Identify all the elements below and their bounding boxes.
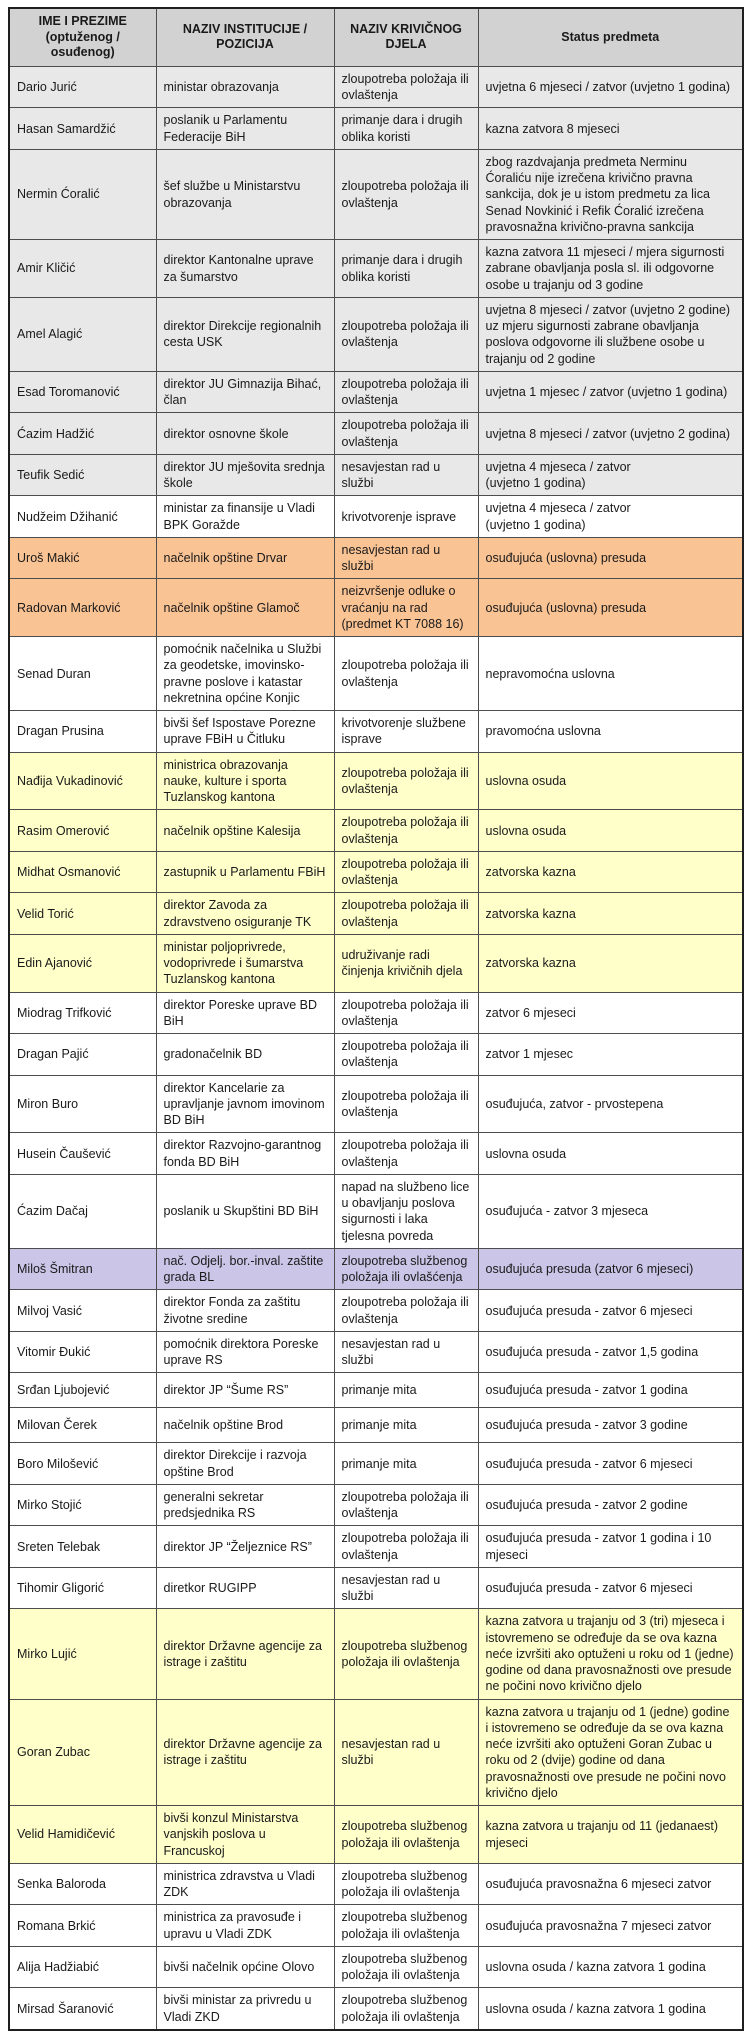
institution-cell: direktor Kantonalne uprave za šumarstvo [156,240,334,298]
table-row [9,1290,743,1332]
offense-cell: nesavjestan rad u službi [334,454,478,496]
institution-cell: direktor Državne agencije za istrage i zaštitu [156,1609,334,1699]
institution-cell: generalni sekretar predsjednika RS [156,1484,334,1526]
status-cell: uslovna osuda [478,752,743,810]
status-cell: osuđujuća presuda - zatvor 6 mjeseci [478,1290,743,1332]
offense-cell: krivotvorenje isprave [334,496,478,538]
table-row [9,1174,743,1248]
offense-cell: napad na službeno lice u obavljanju poslova sigurnosti i laka tjelesna povreda [334,1174,478,1248]
status-cell: uslovna osuda [478,1133,743,1175]
name-cell: Mirko Lujić [9,1609,156,1699]
name-cell: Nudžeim Džihanić [9,496,156,538]
status-cell: uvjetna 4 mjeseca / zatvor (uvjetno 1 godina) [478,454,743,496]
offense-cell: zloupotreba položaja ili ovlaštenja [334,1484,478,1526]
institution-cell: ministrica za pravosuđe i upravu u Vladi ZDK [156,1905,334,1947]
table-row [9,1443,743,1485]
institution-cell: direktor Kancelarie za upravljanje javnom imovinom BD BiH [156,1075,334,1133]
table-row [9,108,743,150]
institution-cell: načelnik opštine Kalesija [156,810,334,852]
offense-cell: zloupotreba položaja ili ovlaštenja [334,371,478,413]
name-cell: Nađija Vukadinović [9,752,156,810]
table-row [9,579,743,637]
offense-cell: udruživanje radi činjenja krivičnih djela [334,934,478,992]
offense-cell: zloupotreba položaja ili ovlaštenja [334,1034,478,1076]
status-cell: osuđujuća presuda - zatvor 3 godine [478,1408,743,1443]
status-cell: osuđujuća (uslovna) presuda [478,579,743,637]
status-cell: pravomoćna uslovna [478,711,743,753]
name-cell: Vitomir Đukić [9,1331,156,1373]
corruption-cases-table [8,7,744,2031]
table-row [9,1905,743,1947]
status-cell: zatvor 6 mjeseci [478,992,743,1034]
table-row [9,893,743,935]
status-cell: osuđujuća presuda - zatvor 1 godina i 10 mjeseci [478,1526,743,1568]
name-cell: Velid Hamidičević [9,1806,156,1864]
offense-cell: zloupotreba službenog položaja ili ovlaštenja [334,1609,478,1699]
name-cell: Dario Jurić [9,66,156,108]
table-row [9,1331,743,1373]
institution-cell: šef službe u Ministarstvu obrazovanja [156,149,334,239]
institution-cell: direktor Fonda za zaštitu životne sredine [156,1290,334,1332]
column-header-institution: NAZIV INSTITUCIJE / POZICIJA [156,8,334,66]
name-cell: Nermin Ćoralić [9,149,156,239]
name-cell: Goran Zubac [9,1699,156,1806]
table-row [9,496,743,538]
table-row [9,1248,743,1290]
table-row [9,992,743,1034]
offense-cell: zloupotreba službenog položaja ili ovlaštenja [334,1905,478,1947]
status-cell: osuđujuća presuda - zatvor 2 godine [478,1484,743,1526]
status-cell: uslovna osuda / kazna zatvora 1 godina [478,1946,743,1988]
name-cell: Amel Alagić [9,297,156,371]
name-cell: Uroš Makić [9,537,156,579]
status-cell: osuđujuća (uslovna) presuda [478,537,743,579]
offense-cell: zloupotreba položaja ili ovlaštenja [334,1290,478,1332]
offense-cell: zloupotreba položaja ili ovlaštenja [334,752,478,810]
status-cell: osuđujuća presuda - zatvor 6 mjeseci [478,1567,743,1609]
offense-cell: zloupotreba položaja ili ovlaštenja [334,1526,478,1568]
status-cell: osuđujuća presuda - zatvor 6 mjeseci [478,1443,743,1485]
status-cell: kazna zatvora u trajanju od 1 (jedne) godine i istovremeno se određuje da se ova kazna neće izvršiti ako optuženi Goran Zubac u roku od 2 (dvije) godine od dana pravosnažnosti ove presude ne počini novo krivično djelo [478,1699,743,1806]
table-row [9,1863,743,1905]
name-cell: Miodrag Trifković [9,992,156,1034]
name-cell: Miloš Šmitran [9,1248,156,1290]
offense-cell: nesavjestan rad u službi [334,537,478,579]
institution-cell: ministrica obrazovanja nauke, kulture i sporta Tuzlanskog kantona [156,752,334,810]
name-cell: Srđan Ljubojević [9,1373,156,1408]
status-cell: uvjetna 1 mjesec / zatvor (uvjetno 1 godina) [478,371,743,413]
table-row [9,1609,743,1699]
status-cell: uvjetna 8 mjeseci / zatvor (uvjetno 2 godina) [478,413,743,455]
status-cell: osuđujuća presuda - zatvor 1,5 godina [478,1331,743,1373]
table-row [9,1988,743,2030]
status-cell: osuđujuća presuda (zatvor 6 mjeseci) [478,1248,743,1290]
institution-cell: direktor Direkcije regionalnih cesta USK [156,297,334,371]
offense-cell: krivotvorenje službene isprave [334,711,478,753]
institution-cell: bivši načelnik općine Olovo [156,1946,334,1988]
status-cell: osuđujuća pravosnažna 6 mjeseci zatvor [478,1863,743,1905]
name-cell: Dragan Prusina [9,711,156,753]
offense-cell: primanje dara i drugih oblika koristi [334,108,478,150]
offense-cell: zloupotreba položaja ili ovlaštenja [334,149,478,239]
status-cell: kazna zatvora 11 mjeseci / mjera sigurnosti zabrane obavljanja posla sl. ili odgovorne osobe u trajanju od 3 godine [478,240,743,298]
offense-cell: primanje mita [334,1408,478,1443]
name-cell: Radovan Marković [9,579,156,637]
offense-cell: zloupotreba položaja ili ovlaštenja [334,66,478,108]
table-header [9,8,743,66]
status-cell: osuđujuća - zatvor 3 mjeseca [478,1174,743,1248]
status-cell: zatvorska kazna [478,851,743,893]
institution-cell: direktor osnovne škole [156,413,334,455]
status-cell: uslovna osuda [478,810,743,852]
offense-cell: nesavjestan rad u službi [334,1567,478,1609]
name-cell: Teufik Sedić [9,454,156,496]
institution-cell: pomoćnik direktora Poreske uprave RS [156,1331,334,1373]
status-cell: osuđujuća, zatvor - prvostepena [478,1075,743,1133]
name-cell: Senad Duran [9,637,156,711]
offense-cell: neizvršenje odluke o vraćanju na rad (predmet KT 7088 16) [334,579,478,637]
name-cell: Husein Čaušević [9,1133,156,1175]
institution-cell: ministar za finansije u Vladi BPK Goražde [156,496,334,538]
name-cell: Sreten Telebak [9,1526,156,1568]
institution-cell: direktor JP “Željeznice RS” [156,1526,334,1568]
header-row [9,8,743,66]
offense-cell: zloupotreba položaja ili ovlaštenja [334,1133,478,1175]
table-row [9,637,743,711]
institution-cell: zastupnik u Parlamentu FBiH [156,851,334,893]
table-row [9,149,743,239]
table-row [9,66,743,108]
table-row [9,371,743,413]
offense-cell: zloupotreba položaja ili ovlaštenja [334,810,478,852]
name-cell: Esad Toromanović [9,371,156,413]
name-cell: Mirsad Šaranović [9,1988,156,2030]
table-row [9,711,743,753]
table-row [9,297,743,371]
table-row [9,1806,743,1864]
institution-cell: poslanik u Parlamentu Federacije BiH [156,108,334,150]
name-cell: Ćazim Dačaj [9,1174,156,1248]
status-cell: zatvorska kazna [478,893,743,935]
status-cell: zatvorska kazna [478,934,743,992]
table-row [9,1699,743,1806]
name-cell: Edin Ajanović [9,934,156,992]
institution-cell: diretkor RUGIPP [156,1567,334,1609]
status-cell: uslovna osuda / kazna zatvora 1 godina [478,1988,743,2030]
offense-cell: zloupotreba položaja ili ovlaštenja [334,851,478,893]
offense-cell: zloupotreba položaja ili ovlaštenja [334,297,478,371]
status-cell: osuđujuća pravosnažna 7 mjeseci zatvor [478,1905,743,1947]
institution-cell: bivši konzul Ministarstva vanjskih poslova u Francuskoj [156,1806,334,1864]
offense-cell: zloupotreba službenog položaja ili ovlaštenja [334,1863,478,1905]
name-cell: Romana Brkić [9,1905,156,1947]
table-row [9,851,743,893]
status-cell: kazna zatvora 8 mjeseci [478,108,743,150]
table-row [9,454,743,496]
status-cell: kazna zatvora u trajanju od 3 (tri) mjeseca i istovremeno se određuje da se ova kazna neće izvršiti ako optuženi u roku od 1 (jedne) godine od dana pravosnažnosti ove presude ne počini novo krivično djelo [478,1609,743,1699]
status-cell: kazna zatvora u trajanju od 11 (jedanaest) mjeseci [478,1806,743,1864]
institution-cell: direktor Zavoda za zdravstveno osiguranje TK [156,893,334,935]
offense-cell: zloupotreba službenog položaja ili ovlaštenja [334,1806,478,1864]
table-row [9,1567,743,1609]
table-row [9,1373,743,1408]
institution-cell: direktor JU mješovita srednja škole [156,454,334,496]
institution-cell: direktor Razvojno-garantnog fonda BD BiH [156,1133,334,1175]
table-row [9,1408,743,1443]
table-row [9,1133,743,1175]
institution-cell: direktor JP “Šume RS” [156,1373,334,1408]
name-cell: Alija Hadžiabić [9,1946,156,1988]
case-table-body [9,66,743,2030]
institution-cell: poslanik u Skupštini BD BiH [156,1174,334,1248]
status-cell: osuđujuća presuda - zatvor 1 godina [478,1373,743,1408]
status-cell: nepravomoćna uslovna [478,637,743,711]
name-cell: Dragan Pajić [9,1034,156,1076]
table-row [9,934,743,992]
column-header-status: Status predmeta [478,8,743,66]
name-cell: Mirko Stojić [9,1484,156,1526]
offense-cell: primanje dara i drugih oblika koristi [334,240,478,298]
table-row [9,1526,743,1568]
name-cell: Milvoj Vasić [9,1290,156,1332]
offense-cell: nesavjestan rad u službi [334,1331,478,1373]
name-cell: Ćazim Hadžić [9,413,156,455]
offense-cell: zloupotreba službenog položaja ili ovlaštenja [334,1946,478,1988]
institution-cell: direktor Direkcije i razvoja opštine Brod [156,1443,334,1485]
name-cell: Tihomir Gligorić [9,1567,156,1609]
offense-cell: nesavjestan rad u službi [334,1699,478,1806]
column-header-name: IME I PREZIME (optuženog / osuđenog) [9,8,156,66]
table-row [9,537,743,579]
status-cell: uvjetna 8 mjeseci / zatvor (uvjetno 2 godine) uz mjeru sigurnosti zabrane obavljanja poslova odgovorne ili službene osobe u trajanju od 2 godine [478,297,743,371]
institution-cell: ministar obrazovanja [156,66,334,108]
institution-cell: bivši šef Ispostave Porezne uprave FBiH u Čitluku [156,711,334,753]
column-header-offense: NAZIV KRIVIČNOG DJELA [334,8,478,66]
name-cell: Miron Buro [9,1075,156,1133]
offense-cell: zloupotreba položaja ili ovlaštenja [334,992,478,1034]
offense-cell: zloupotreba službenog položaja ili ovlašćenja [334,1248,478,1290]
institution-cell: nač. Odjelj. bor.-inval. zaštite grada BL [156,1248,334,1290]
table-row [9,1075,743,1133]
name-cell: Boro Milošević [9,1443,156,1485]
name-cell: Senka Baloroda [9,1863,156,1905]
table-row [9,1946,743,1988]
offense-cell: zloupotreba položaja ili ovlaštenja [334,637,478,711]
institution-cell: direktor Državne agencije za istrage i zaštitu [156,1699,334,1806]
offense-cell: zloupotreba službenog položaja ili ovlaštenja [334,1988,478,2030]
institution-cell: načelnik opštine Glamoč [156,579,334,637]
institution-cell: načelnik opštine Drvar [156,537,334,579]
offense-cell: primanje mita [334,1443,478,1485]
table-row [9,752,743,810]
table-row [9,1484,743,1526]
institution-cell: pomoćnik načelnika u Službi za geodetske, imovinsko-pravne poslove i katastar nekretnina općine Konjic [156,637,334,711]
status-cell: uvjetna 4 mjeseca / zatvor (uvjetno 1 godina) [478,496,743,538]
name-cell: Milovan Čerek [9,1408,156,1443]
status-cell: uvjetna 6 mjeseci / zatvor (uvjetno 1 godina) [478,66,743,108]
table-row [9,240,743,298]
institution-cell: ministrica zdravstva u Vladi ZDK [156,1863,334,1905]
institution-cell: direktor Poreske uprave BD BiH [156,992,334,1034]
table-row [9,1034,743,1076]
status-cell: zatvor 1 mjesec [478,1034,743,1076]
name-cell: Midhat Osmanović [9,851,156,893]
name-cell: Velid Torić [9,893,156,935]
institution-cell: gradonačelnik BD [156,1034,334,1076]
offense-cell: zloupotreba položaja ili ovlaštenja [334,413,478,455]
offense-cell: zloupotreba položaja ili ovlaštenja [334,893,478,935]
name-cell: Hasan Samardžić [9,108,156,150]
status-cell: zbog razdvajanja predmeta Nerminu Ćoraliću nije izrečena krivično pravna sankcija, dok je u istom predmetu za lica Senad Novkinić i Refik Ćoralić izrečena pravosnažna krivično-pravna sankcija [478,149,743,239]
name-cell: Rasim Omerović [9,810,156,852]
table-row [9,810,743,852]
offense-cell: zloupotreba položaja ili ovlaštenja [334,1075,478,1133]
table-row [9,413,743,455]
institution-cell: direktor JU Gimnazija Bihać, član [156,371,334,413]
institution-cell: ministar poljoprivrede, vodoprivrede i šumarstva Tuzlanskog kantona [156,934,334,992]
offense-cell: primanje mita [334,1373,478,1408]
institution-cell: bivši ministar za privredu u Vladi ZKD [156,1988,334,2030]
name-cell: Amir Kličić [9,240,156,298]
institution-cell: načelnik opštine Brod [156,1408,334,1443]
